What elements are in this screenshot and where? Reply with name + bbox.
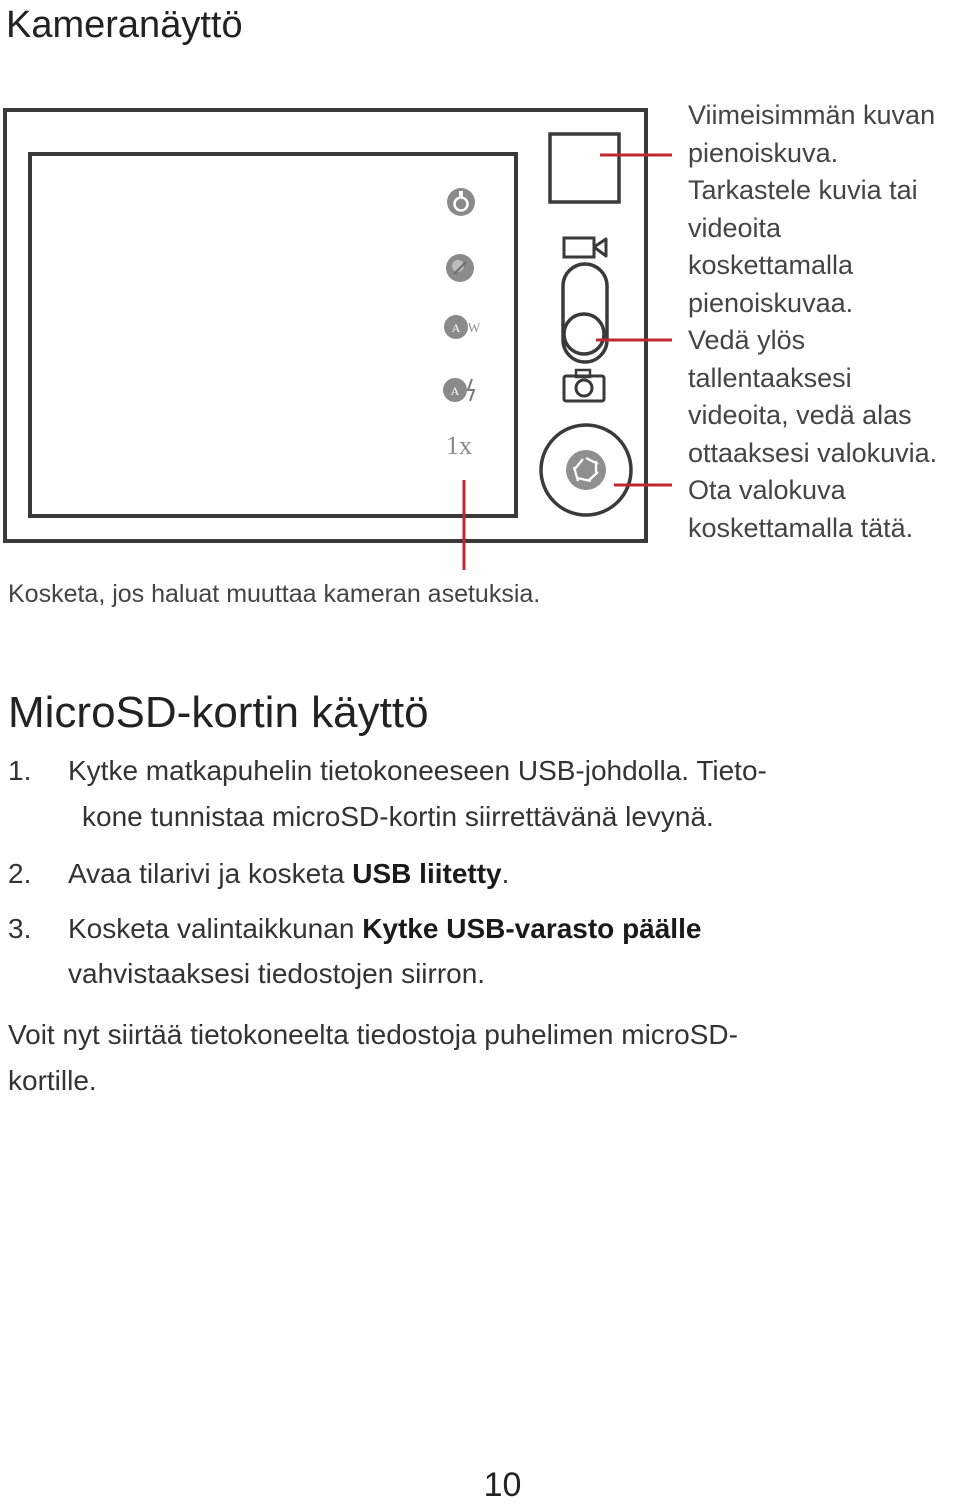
callout-line: koskettamalla bbox=[688, 250, 854, 280]
viewfinder-frame bbox=[30, 154, 516, 516]
step-number: 1. bbox=[8, 755, 32, 786]
callout-line: Vedä ylös bbox=[688, 325, 806, 355]
step-text: Kosketa valintaikkunan bbox=[68, 913, 363, 944]
callout-line: Viimeisimmän kuvan bbox=[688, 100, 936, 130]
settings-caption: Kosketa, jos haluat muuttaa kameran asetuksia. bbox=[8, 580, 541, 608]
section-title: Kameranäyttö bbox=[6, 4, 243, 46]
mode-toggle-knob bbox=[564, 314, 604, 354]
svg-text:A: A bbox=[451, 321, 461, 335]
video-mode-icon bbox=[564, 238, 606, 257]
auto-white-balance-icon bbox=[444, 315, 481, 339]
step-text: Kytke matkapuhelin tietokoneeseen USB-johdolla. Tieto- bbox=[68, 755, 767, 786]
callout-line: Ota valokuva bbox=[688, 475, 846, 505]
callout-line: videoita, vedä alas bbox=[688, 400, 912, 430]
step-3-continued: vahvistaaksesi tiedostojen siirron. bbox=[68, 958, 486, 989]
step-1-continued: kone tunnistaa microSD-kortin siirrettävänä levynä. bbox=[82, 801, 714, 832]
photo-mode-icon bbox=[564, 370, 604, 401]
step-1 bbox=[8, 755, 767, 787]
zoom-level-label: 1x bbox=[446, 431, 472, 460]
svg-text:W: W bbox=[467, 320, 481, 335]
step-3 bbox=[8, 913, 701, 945]
shutter-button bbox=[541, 425, 631, 515]
closing-line: kortille. bbox=[8, 1065, 97, 1096]
timer-icon bbox=[447, 188, 475, 216]
closing-line: Voit nyt siirtää tietokoneelta tiedostoja puhelimen microSD- bbox=[8, 1019, 738, 1050]
callout-line: tallentaaksesi bbox=[688, 362, 852, 393]
closing-paragraph bbox=[8, 1012, 738, 1104]
callout-line: ottaaksesi valokuvia. bbox=[688, 437, 938, 468]
callout-leader-lines bbox=[464, 155, 672, 570]
white-balance-icon bbox=[446, 254, 474, 282]
callout-line: koskettamalla tätä. bbox=[688, 512, 914, 543]
page-number: 10 bbox=[483, 1466, 522, 1504]
microsd-title: MicroSD-kortin käyttö bbox=[8, 688, 429, 737]
step-text: . bbox=[501, 858, 510, 889]
auto-flash-icon bbox=[443, 378, 474, 402]
step-bold-text: USB liitetty bbox=[352, 858, 502, 889]
callout-line: videoita bbox=[688, 212, 782, 243]
svg-text:A: A bbox=[450, 384, 460, 398]
callout-line: pienoiskuvaa. bbox=[688, 287, 854, 318]
last-photo-thumbnail bbox=[550, 134, 619, 202]
callout-line: Tarkastele kuvia tai bbox=[688, 175, 918, 205]
step-bold-text: Kytke USB-varasto päälle bbox=[362, 913, 702, 944]
callout-line: pienoiskuva. bbox=[688, 137, 839, 168]
step-number: 3. bbox=[8, 913, 32, 944]
camera-callout-text bbox=[688, 97, 960, 547]
step-text: Avaa tilarivi ja kosketa bbox=[68, 858, 353, 889]
step-2 bbox=[8, 858, 509, 890]
step-number: 2. bbox=[8, 858, 32, 889]
